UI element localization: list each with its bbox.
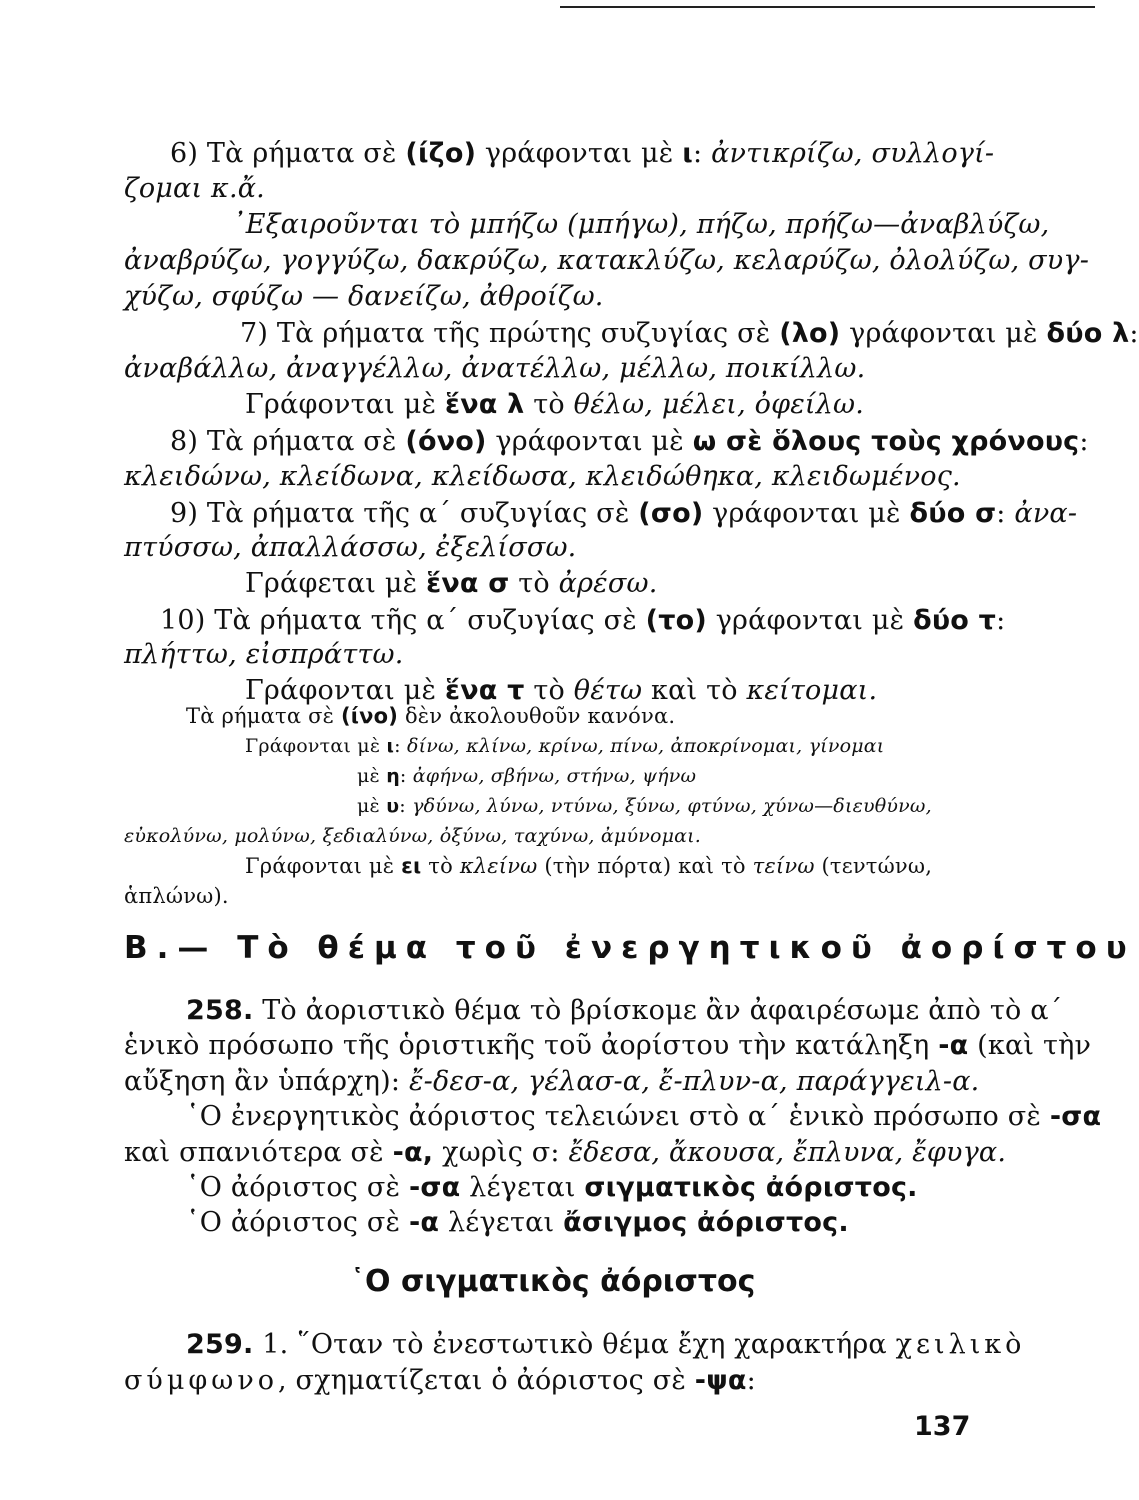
ino-line-2: Γράφονται μὲ ι: δίνω, κλίνω, κρίνω, πίνω, ἀποκρίνομαι, γίνομαι (245, 735, 885, 757)
p258-line-3: αὔξηση ἂν ὑπάρχη): ἔ-δεσ-α, γέλασ-α, ἔ-πλυν-α, παράγγειλ-α. (124, 1066, 980, 1097)
p258-line-7: ῾Ο ἀόριστος σὲ -α λέγεται ἄσιγμος ἀόριστος. (186, 1207, 849, 1238)
ino-line-1: Τὰ ρήματα σὲ (ίνο) δὲν ἀκολουθοῦν κανόνα. (186, 704, 676, 728)
rule-10-line-2: πλήττω, εἰσπράττω. (124, 639, 404, 670)
ino-line-5: εὐκολύνω, μολύνω, ξεδιαλύνω, ὀξύνω, ταχύνω, ἀμύνομαι. (124, 825, 702, 847)
p259-line-1: 259. 1. ῞Οταν τὸ ἐνεστωτικὸ θέμα ἔχη χαρακτήρα χειλικὸ (186, 1329, 1026, 1360)
rule-6-line-4: ἀναβρύζω, γογγύζω, δακρύζω, κατακλύζω, κελαρύζω, ὀλολύζω, συγ- (124, 245, 1090, 276)
rule-9-line-1: 9) Τὰ ρήματα τῆς α΄ συζυγίας σὲ (σο) γράφονται μὲ δύο σ: ἀνα- (170, 498, 1078, 529)
ino-line-4: μὲ υ: γδύνω, λύνω, ντύνω, ξύνω, φτύνω, χύνω—διευθύνω, (357, 795, 932, 817)
rule-10-line-1: 10) Τὰ ρήματα τῆς α΄ συζυγίας σὲ (το) γράφονται μὲ δύο τ: (160, 605, 1006, 636)
rule-7-line-1: 7) Τὰ ρήματα τῆς πρώτης συζυγίας σὲ (λο) γράφονται μὲ δύο λ: (240, 318, 1139, 349)
p258-line-2: ἑνικὸ πρόσωπο τῆς ὁριστικῆς τοῦ ἀορίστου τὴν κατάληξη -α (καὶ τὴν (124, 1030, 1092, 1061)
ino-line-7: ἁπλώνω). (124, 884, 229, 908)
rule-9-line-2: πτύσσω, ἀπαλλάσσω, ἐξελίσσω. (124, 532, 577, 563)
rule-6-line-2: ζομαι κ.ἄ. (124, 173, 265, 204)
rule-6-line-5: χύζω, σφύζω — δανείζω, ἀθροίζω. (124, 281, 604, 312)
p258-line-1: 258. Τὸ ἀοριστικὸ θέμα τὸ βρίσκομε ἂν ἀφαιρέσωμε ἀπὸ τὸ α΄ (186, 995, 1063, 1026)
rule-7-line-2: ἀναβάλλω, ἀναγγέλλω, ἀνατέλλω, μέλλω, ποικίλλω. (124, 353, 866, 384)
p258-line-6: ῾Ο ἀόριστος σὲ -σα λέγεται σιγματικὸς ἀόριστος. (186, 1172, 918, 1203)
sigmatic-aorist-heading: ῾Ο σιγματικὸς ἀόριστος (350, 1264, 756, 1299)
rule-8-line-2: κλειδώνω, κλείδωνα, κλείδωσα, κλειδώθηκα, κλειδωμένος. (124, 461, 961, 492)
rule-6-line-3: ᾿Εξαιροῦνται τὸ μπήζω (μπήγω), πήζω, πρήζω—ἀναβλύζω, (232, 209, 1050, 240)
rule-10-line-3: Γράφονται μὲ ἕνα τ τὸ θέτω καὶ τὸ κείτομαι. (245, 675, 878, 706)
top-rule (560, 6, 1095, 8)
rule-7-line-3: Γράφονται μὲ ἕνα λ τὸ θέλω, μέλει, ὀφείλω. (245, 389, 864, 420)
p258-line-4: ῾Ο ἐνεργητικὸς ἀόριστος τελειώνει στὸ α΄ ἑνικὸ πρόσωπο σὲ -σα (186, 1101, 1102, 1132)
ino-line-3: μὲ η: ἀφήνω, σβήνω, στήνω, ψήνω (357, 765, 697, 787)
p259-line-2: σύμφωνο, σχηματίζεται ὁ ἀόριστος σὲ -ψα: (124, 1365, 756, 1396)
rule-9-line-3: Γράφεται μὲ ἕνα σ τὸ ἀρέσω. (245, 568, 658, 599)
rule-8-line-1: 8) Τὰ ρήματα σὲ (όνο) γράφονται μὲ ω σὲ ὅλους τοὺς χρόνους: (170, 426, 1089, 457)
p258-line-5: καὶ σπανιότερα σὲ -α, χωρὶς σ: ἔδεσα, ἄκουσα, ἔπλυνα, ἔφυγα. (124, 1137, 1007, 1168)
rule-6-line-1: 6) Τὰ ρήματα σὲ (ίζο) γράφονται μὲ ι: ἀντικρίζω, συλλογί- (170, 138, 995, 169)
page-number: 137 (914, 1411, 971, 1442)
section-b-heading: Β.— Τὸ θέμα τοῦ ἐνεργητικοῦ ἀορίστου (124, 930, 1136, 966)
ino-line-6: Γράφονται μὲ ει τὸ κλείνω (τὴν πόρτα) καὶ τὸ τείνω (τεντώνω, (245, 854, 933, 878)
